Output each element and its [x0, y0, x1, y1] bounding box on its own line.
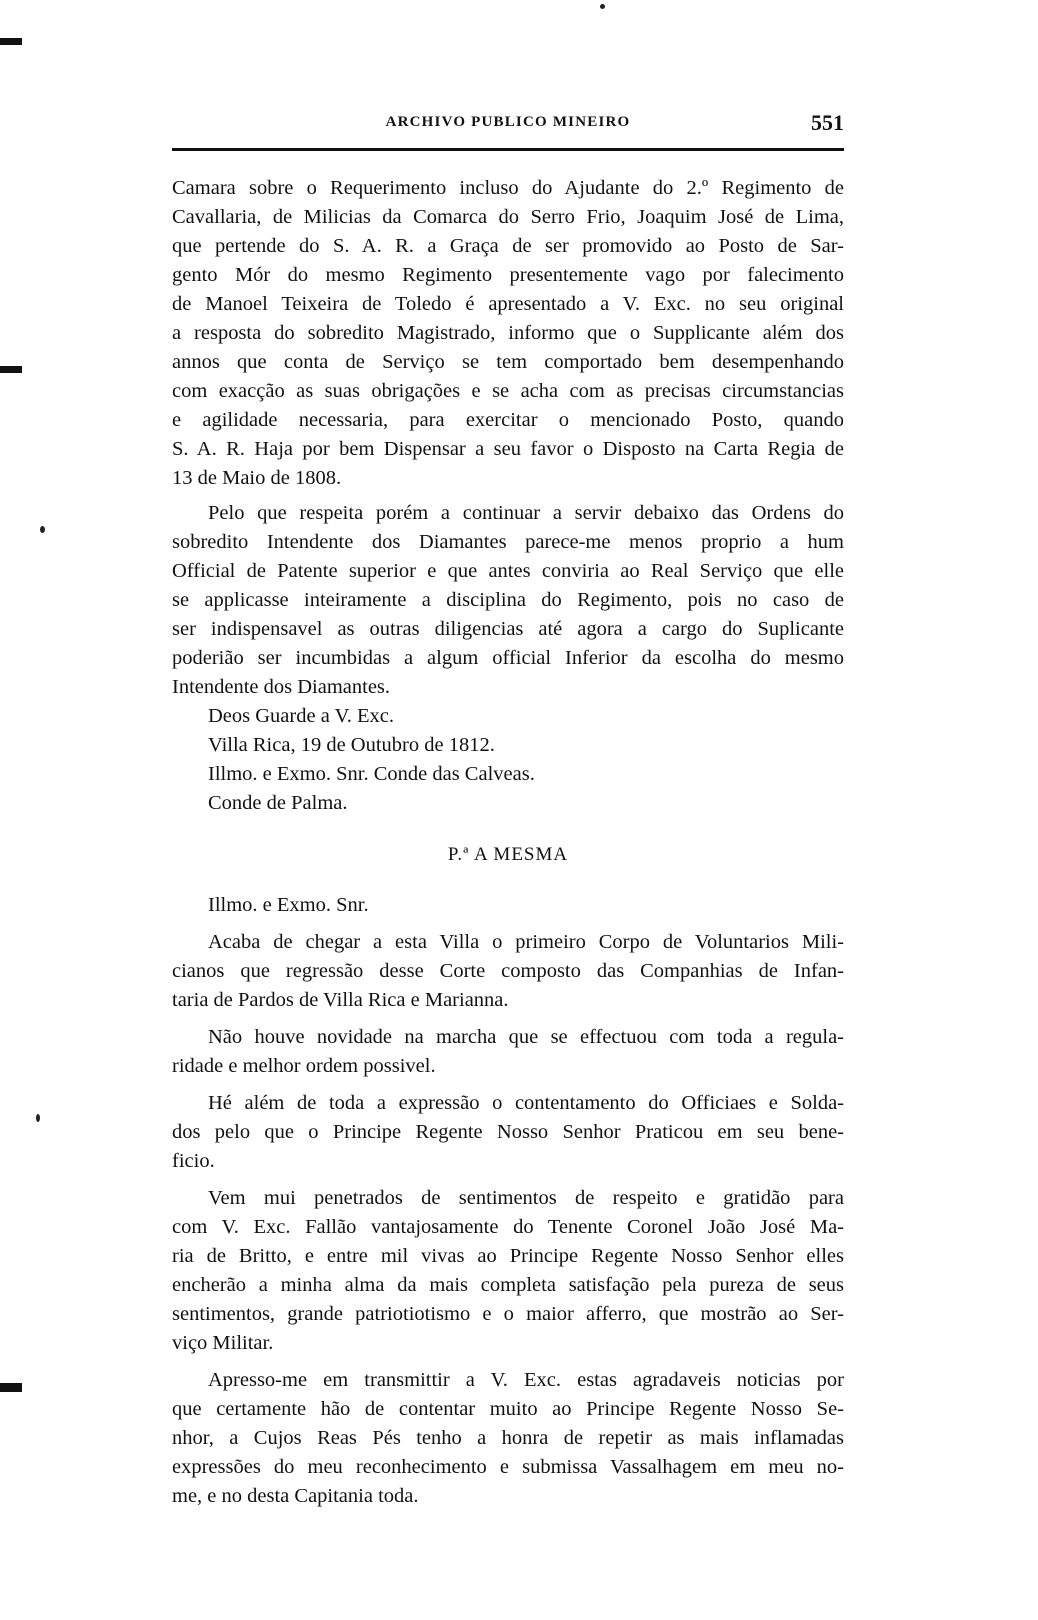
closing-line: Villa Rica, 19 de Outubro de 1812.	[208, 734, 495, 756]
text-line: 13 de Maio de 1808.	[172, 467, 342, 489]
closing-line: Illmo. e Exmo. Snr. Conde das Calveas.	[208, 763, 535, 785]
text-line: viço Militar.	[172, 1332, 274, 1354]
text-line: se applicasse inteiramente a disciplina do Regimento, pois no caso de	[172, 589, 844, 611]
text-line: annos que conta de Serviço se tem comportado bem desempenhando	[172, 351, 844, 373]
letter2-body	[172, 928, 844, 1511]
letter1-closing	[172, 702, 844, 818]
section-heading: P.ª A MESMA	[447, 844, 569, 865]
text-line: ridade e melhor ordem possivel.	[172, 1055, 436, 1077]
page-header	[172, 108, 844, 138]
margin-mark	[0, 366, 22, 373]
text-line: que certamente hão de contentar muito ao Principe Regente Nosso Se-	[172, 1398, 844, 1420]
text-line: com V. Exc. Fallão vantajosamente do Tenente Coronel João José Ma-	[172, 1216, 844, 1238]
text-line: encherão a minha alma da mais completa satisfação pela pureza de seus	[172, 1274, 844, 1296]
closing-line: Deos Guarde a V. Exc.	[208, 705, 394, 727]
letter2-paragraph	[172, 1089, 844, 1176]
salutation: Illmo. e Exmo. Snr.	[208, 894, 369, 916]
text-line: ria de Britto, e entre mil vivas ao Principe Regente Nosso Senhor elles	[172, 1245, 844, 1267]
closing-line: Conde de Palma.	[208, 792, 348, 814]
text-line: ficio.	[172, 1150, 215, 1172]
text-line: taria de Pardos de Villa Rica e Marianna.	[172, 989, 509, 1011]
text-line: Não houve novidade na marcha que se effectuou com toda a regula-	[208, 1026, 844, 1048]
text-line: Intendente dos Diamantes.	[172, 676, 391, 698]
text-line: Camara sobre o Requerimento incluso do Ajudante do 2.º Regimento de	[172, 177, 844, 199]
text-line: Official de Patente superior e que antes conviria ao Real Serviço que elle	[172, 560, 844, 582]
text-line: de Manoel Teixeira de Toledo é apresentado a V. Exc. no seu original	[172, 293, 844, 315]
running-title: ARCHIVO PUBLICO MINEIRO	[385, 114, 631, 130]
text-line: com exacção as suas obrigações e se acha com as precisas circumstancias	[172, 380, 844, 402]
letter2-paragraph	[172, 1023, 844, 1081]
text-line: Apresso-me em transmittir a V. Exc. estas agradaveis noticias por	[208, 1369, 844, 1391]
text-line: Hé além de toda a expressão o contentamento do Officiaes e Solda-	[208, 1092, 844, 1114]
text-line: dos pelo que o Principe Regente Nosso Senhor Praticou em seu bene-	[172, 1121, 844, 1143]
text-line: S. A. R. Haja por bem Dispensar a seu favor o Disposto na Carta Regia de	[172, 438, 844, 460]
ink-speck	[40, 526, 45, 533]
text-line: e agilidade necessaria, para exercitar o mencionado Posto, quando	[172, 409, 844, 431]
text-line: poderião ser incumbidas a algum official Inferior da escolha do mesmo	[172, 647, 844, 669]
text-line: sobredito Intendente dos Diamantes parece-me menos proprio a hum	[172, 531, 844, 553]
text-line: que pertende do S. A. R. a Graça de ser promovido ao Posto de Sar-	[172, 235, 844, 257]
text-line: sentimentos, grande patriotiotismo e o maior afferro, que mostrão ao Ser-	[172, 1303, 844, 1325]
text-line: a resposta do sobredito Magistrado, informo que o Supplicante além dos	[172, 322, 844, 344]
text-line: gento Mór do mesmo Regimento presentemente vago por falecimento	[172, 264, 844, 286]
letter2-paragraph	[172, 1366, 844, 1511]
page-number: 551	[811, 110, 844, 135]
document-body	[172, 174, 844, 1511]
letter2-paragraph	[172, 1184, 844, 1358]
text-line: me, e no desta Capitania toda.	[172, 1485, 419, 1507]
text-line: Cavallaria, de Milicias da Comarca do Serro Frio, Joaquim José de Lima,	[172, 206, 844, 228]
text-line: cianos que regressão desse Corte composto das Companhias de Infan-	[172, 960, 844, 982]
text-line: Pelo que respeita porém a continuar a servir debaixo das Ordens do	[208, 502, 844, 524]
ink-speck	[600, 4, 605, 9]
text-line: nhor, a Cujos Reas Pés tenho a honra de repetir as mais inflamadas	[172, 1427, 844, 1449]
header-rule	[172, 148, 844, 151]
letter2-paragraph	[172, 928, 844, 1015]
ink-speck	[36, 1114, 40, 1122]
text-line: Vem mui penetrados de sentimentos de respeito e gratidão para	[208, 1187, 844, 1209]
margin-mark	[0, 38, 22, 45]
text-line: expressões do meu reconhecimento e submissa Vassalhagem em meu no-	[172, 1456, 844, 1478]
letter1-paragraph1	[172, 174, 844, 493]
margin-mark	[0, 1383, 22, 1392]
letter1-paragraph2	[172, 499, 844, 702]
text-line: ser indispensavel as outras diligencias até agora a cargo do Suplicante	[172, 618, 844, 640]
text-line: Acaba de chegar a esta Villa o primeiro Corpo de Voluntarios Mili-	[208, 931, 844, 953]
